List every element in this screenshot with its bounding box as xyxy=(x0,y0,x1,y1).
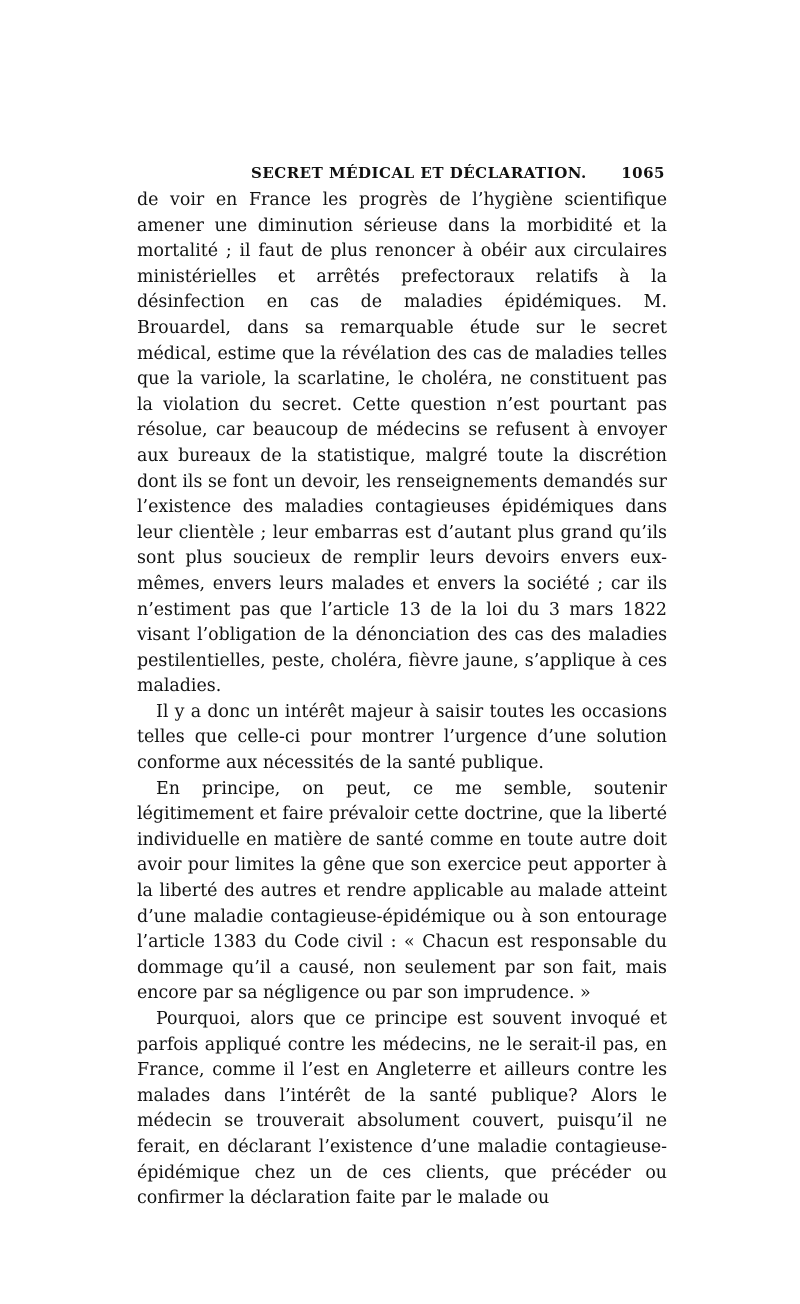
paragraph-continuation: de voir en France les progrès de l’hygiène scientifique amener une diminution sérieuse dans la morbidité et la mortalité ; il faut de plus renoncer à obéir aux circulaires ministérielles et arrêtés prefectoraux relatifs à la désinfection en cas de maladies épidémiques. M. Brouardel, dans sa remarquable étude sur le secret médical, estime que la révélation des cas de maladies telles que la variole, la scarlatine, le choléra, ne constituent pas la violation du secret. Cette question n’est pourtant pas résolue, car beaucoup de médecins se refusent à envoyer aux bureaux de la statistique, malgré toute la discrétion dont ils se font un devoir, les renseignements demandés sur l’existence des maladies contagieuses épidémiques dans leur clientèle ; leur embarras est d’autant plus grand qu’ils sont plus soucieux de remplir leurs devoirs envers eux-mêmes, envers leurs malades et envers la société ; car ils n’estiment pas que l’article 13 de la loi du 3 mars 1822 visant l’obligation de la dénonciation des cas des maladies pestilentielles, peste, choléra, fièvre jaune, s’applique à ces maladies. xyxy=(137,190,667,697)
paragraph-principle: En principe, on peut, ce me semble, soutenir légitimement et faire prévaloir cette doctrine, que la liberté individuelle en matière de santé comme en toute autre doit avoir pour limites la gêne que son exercice peut apporter à la liberté des autres et rendre applicable au malade atteint d’une maladie contagieuse-épidémique ou à son entourage l’article 1383 du Code civil : « Chacun est responsable du dommage qu’il a causé, non seulement par son fait, mais encore par sa négligence ou par son imprudence. » xyxy=(137,778,667,1004)
paragraph-occasions: Il y a donc un intérêt majeur à saisir toutes les occasions telles que celle-ci pour montrer l’urgence d’une solution conforme aux nécessités de la santé publique. xyxy=(137,701,667,774)
page-number: 1065 xyxy=(621,164,665,182)
body-text xyxy=(137,188,667,1212)
running-head xyxy=(137,164,667,188)
running-title: SECRET MÉDICAL ET DÉCLARATION. xyxy=(251,164,587,182)
book-page xyxy=(137,164,667,1212)
paragraph-why: Pourquoi, alors que ce principe est souvent invoqué et parfois appliqué contre les médecins, ne le serait-il pas, en France, comme il l’est en Angleterre et ailleurs contre les malades dans l’intérêt de la santé publique? Alors le médecin se trouverait absolument couvert, puisqu’il ne ferait, en déclarant l’existence d’une maladie contagieuse-épidémique chez un de ces clients, que précéder ou confirmer la déclaration faite par le malade ou xyxy=(137,1009,667,1209)
